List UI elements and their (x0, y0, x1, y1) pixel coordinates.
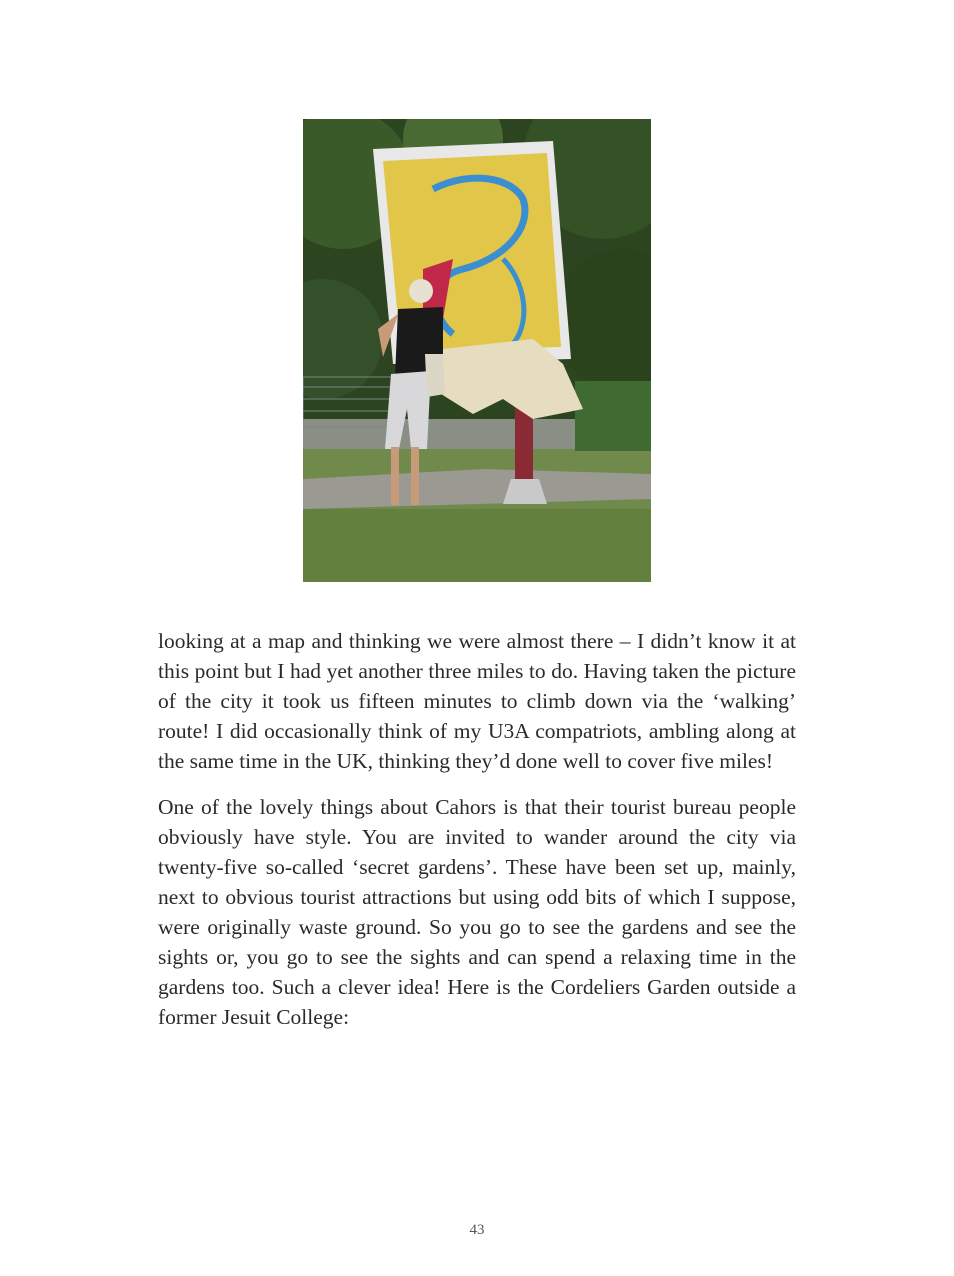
paragraph-2: One of the lovely things about Cahors is that their tourist bureau people obviously have style. You are invited to wander around the city via twenty-five so-called ‘secret gardens’. These have been set up, mainly, next to obvious tourist attractions but using odd bits of which I suppose, were originally waste ground. So you go to see the gardens and see the sights or, you go to see the sights and can spend a relaxing time in the gardens too. Such a clever idea! Here is the Cordeliers Garden outside a former Jesuit College: (158, 795, 796, 1029)
photo-woman-reading-map-icon (303, 119, 651, 582)
map-sign-photo (303, 119, 651, 582)
body-text (158, 626, 796, 1048)
page-number: 43 (469, 1222, 485, 1238)
paragraph-1: looking at a map and thinking we were almost there – I didn’t know it at this point but I had yet another three miles to do. Having taken the picture of the city it took us fifteen minutes to climb down via the ‘walking’ route! I did occasionally think of my U3A compatriots, ambling along at the same time in the UK, thinking they’d done well to cover five miles! (158, 629, 796, 773)
